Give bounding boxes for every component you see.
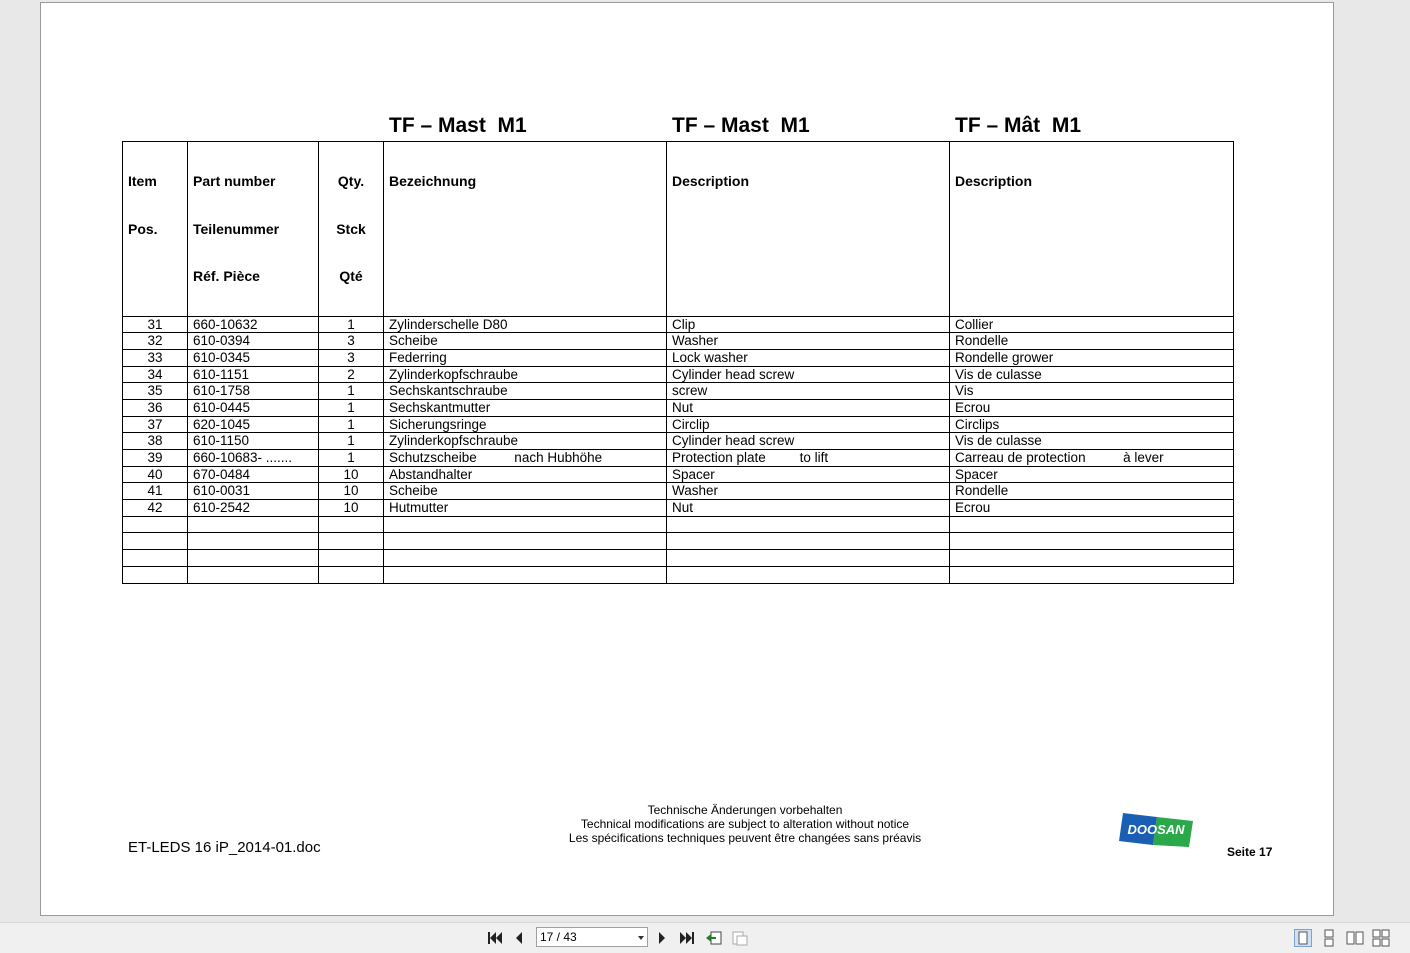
header-part-number: Part number Teilenummer Réf. Pièce (188, 142, 319, 317)
cell-description-fr (950, 533, 1234, 550)
cell-part-number (188, 516, 319, 533)
cell-quantity: 3 (319, 349, 384, 366)
cell-quantity (319, 566, 384, 583)
cell-description-en: screw (667, 383, 950, 400)
cell-quantity: 3 (319, 333, 384, 350)
first-page-icon[interactable] (485, 929, 505, 947)
cell-part-number (188, 533, 319, 550)
cell-description-en (667, 516, 950, 533)
cell-description-en: Cylinder head screw (667, 433, 950, 450)
go-forward-icon[interactable] (730, 929, 750, 947)
cell-description-en (667, 566, 950, 583)
cell-part-number (188, 550, 319, 567)
cell-description-fr: Rondelle (950, 483, 1234, 500)
cell-description-en: Spacer (667, 466, 950, 483)
cell-description-en: Circlip (667, 416, 950, 433)
cell-description-en: Lock washer (667, 349, 950, 366)
cell-description-fr (950, 566, 1234, 583)
prev-page-icon[interactable] (509, 929, 529, 947)
cell-item: 34 (123, 366, 188, 383)
table-row (123, 450, 1234, 467)
table-row (123, 366, 1234, 383)
cell-description-en (667, 533, 950, 550)
cell-bezeichnung (384, 550, 667, 567)
cell-part-number (188, 566, 319, 583)
header-quantity: Qty. Stck Qté (319, 142, 384, 317)
cell-part-number: 610-0445 (188, 399, 319, 416)
cell-bezeichnung (384, 566, 667, 583)
table-row (123, 383, 1234, 400)
cell-quantity: 1 (319, 416, 384, 433)
cell-quantity (319, 533, 384, 550)
single-page-view-icon[interactable] (1294, 929, 1312, 947)
cell-description-fr: Vis de culasse (950, 366, 1234, 383)
cell-bezeichnung: Hutmutter (384, 500, 667, 517)
cell-part-number: 620-1045 (188, 416, 319, 433)
notice-english: Technical modifications are subject to alteration without notice (580, 817, 910, 831)
cell-item: 40 (123, 466, 188, 483)
cell-item: 39 (123, 450, 188, 467)
header-description-en: Description (667, 142, 950, 317)
cell-bezeichnung: Federring (384, 349, 667, 366)
cell-description-en: Nut (667, 399, 950, 416)
cell-bezeichnung: Zylinderschelle D80 (384, 316, 667, 333)
cell-quantity (319, 550, 384, 567)
cell-part-number: 610-0031 (188, 483, 319, 500)
cell-part-number: 610-2542 (188, 500, 319, 517)
cell-part-number: 670-0484 (188, 466, 319, 483)
cell-description-fr: Rondelle (950, 333, 1234, 350)
cell-description-fr: Spacer (950, 466, 1234, 483)
cell-item: 42 (123, 500, 188, 517)
heading-english: TF – Mast M1 (672, 114, 810, 137)
table-row (123, 466, 1234, 483)
table-row (123, 433, 1234, 450)
cell-item: 33 (123, 349, 188, 366)
cell-quantity (319, 516, 384, 533)
cell-description-fr (950, 550, 1234, 567)
cell-quantity: 1 (319, 450, 384, 467)
cell-quantity: 1 (319, 316, 384, 333)
cell-description-fr: Ecrou (950, 500, 1234, 517)
header-description-fr: Description (950, 142, 1234, 317)
cell-description-fr: Collier (950, 316, 1234, 333)
cell-description-fr: Carreau de protection à lever (950, 450, 1234, 467)
cell-bezeichnung: Zylinderkopfschraube (384, 366, 667, 383)
table-row (123, 416, 1234, 433)
cell-description-en: Protection plate to lift (667, 450, 950, 467)
cell-description-en: Washer (667, 333, 950, 350)
cell-item (123, 533, 188, 550)
cell-item (123, 550, 188, 567)
table-row (123, 349, 1234, 366)
table-row (123, 500, 1234, 517)
cell-quantity: 10 (319, 483, 384, 500)
cell-bezeichnung (384, 516, 667, 533)
next-page-icon[interactable] (652, 929, 672, 947)
last-page-icon[interactable] (677, 929, 697, 947)
cell-item: 31 (123, 316, 188, 333)
cell-item: 36 (123, 399, 188, 416)
page-number: Seite 17 (1227, 845, 1273, 859)
cell-description-en: Clip (667, 316, 950, 333)
table-row (123, 399, 1234, 416)
logo-text: DOOSAN (1127, 822, 1185, 837)
go-back-icon[interactable] (704, 929, 724, 947)
table-row (123, 316, 1234, 333)
table-row (123, 483, 1234, 500)
cell-item: 37 (123, 416, 188, 433)
cell-quantity: 10 (319, 466, 384, 483)
notice-french: Les spécifications techniques peuvent être changées sans préavis (568, 831, 922, 845)
cell-bezeichnung: Sechskantmutter (384, 399, 667, 416)
page-select[interactable] (536, 927, 648, 947)
cell-description-fr: Circlips (950, 416, 1234, 433)
document-filename: ET-LEDS 16 iP_2014-01.doc (128, 839, 321, 856)
table-row (123, 566, 1234, 583)
continuous-view-icon[interactable] (1320, 929, 1338, 947)
cell-quantity: 2 (319, 366, 384, 383)
table-row (123, 516, 1234, 533)
cell-bezeichnung: Scheibe (384, 333, 667, 350)
cell-part-number: 660-10683- ....... (188, 450, 319, 467)
cell-part-number: 660-10632 (188, 316, 319, 333)
heading-german: TF – Mast M1 (389, 114, 527, 137)
cell-item (123, 516, 188, 533)
table-row (123, 550, 1234, 567)
cell-description-fr (950, 516, 1234, 533)
cell-bezeichnung: Sicherungsringe (384, 416, 667, 433)
cell-description-fr: Vis de culasse (950, 433, 1234, 450)
cell-bezeichnung: Scheibe (384, 483, 667, 500)
cell-item: 32 (123, 333, 188, 350)
cell-bezeichnung: Abstandhalter (384, 466, 667, 483)
cell-part-number: 610-1758 (188, 383, 319, 400)
cell-description-fr: Ecrou (950, 399, 1234, 416)
viewer-toolbar (0, 922, 1410, 953)
header-bezeichnung: Bezeichnung (384, 142, 667, 317)
cell-part-number: 610-1150 (188, 433, 319, 450)
cell-item: 41 (123, 483, 188, 500)
document-page (40, 2, 1334, 916)
cell-quantity: 10 (319, 500, 384, 517)
legal-notice (491, 803, 999, 845)
cell-description-en: Cylinder head screw (667, 366, 950, 383)
cell-quantity: 1 (319, 399, 384, 416)
chevron-down-icon (638, 936, 644, 940)
cell-description-en: Nut (667, 500, 950, 517)
facing-view-icon[interactable] (1346, 929, 1364, 947)
cell-item: 38 (123, 433, 188, 450)
doosan-logo (1117, 811, 1195, 847)
cell-quantity: 1 (319, 433, 384, 450)
cell-item: 35 (123, 383, 188, 400)
cell-quantity: 1 (319, 383, 384, 400)
notice-german: Technische Änderungen vorbehalten (647, 803, 843, 817)
table-row (123, 533, 1234, 550)
cell-part-number: 610-0345 (188, 349, 319, 366)
cell-description-en: Washer (667, 483, 950, 500)
table-header-row (123, 142, 1234, 317)
cell-bezeichnung: Zylinderkopfschraube (384, 433, 667, 450)
table-row (123, 333, 1234, 350)
cell-bezeichnung (384, 533, 667, 550)
cell-part-number: 610-0394 (188, 333, 319, 350)
cell-bezeichnung: Schutzscheibe nach Hubhöhe (384, 450, 667, 467)
page-indicator: 17 / 43 (540, 930, 577, 944)
header-item: Item Pos. (123, 142, 188, 317)
cell-bezeichnung: Sechskantschraube (384, 383, 667, 400)
continuous-facing-view-icon[interactable] (1372, 929, 1390, 947)
cell-description-en (667, 550, 950, 567)
cell-part-number: 610-1151 (188, 366, 319, 383)
heading-french: TF – Mât M1 (955, 114, 1082, 137)
cell-item (123, 566, 188, 583)
cell-description-fr: Rondelle grower (950, 349, 1234, 366)
parts-table (122, 141, 1234, 584)
cell-description-fr: Vis (950, 383, 1234, 400)
